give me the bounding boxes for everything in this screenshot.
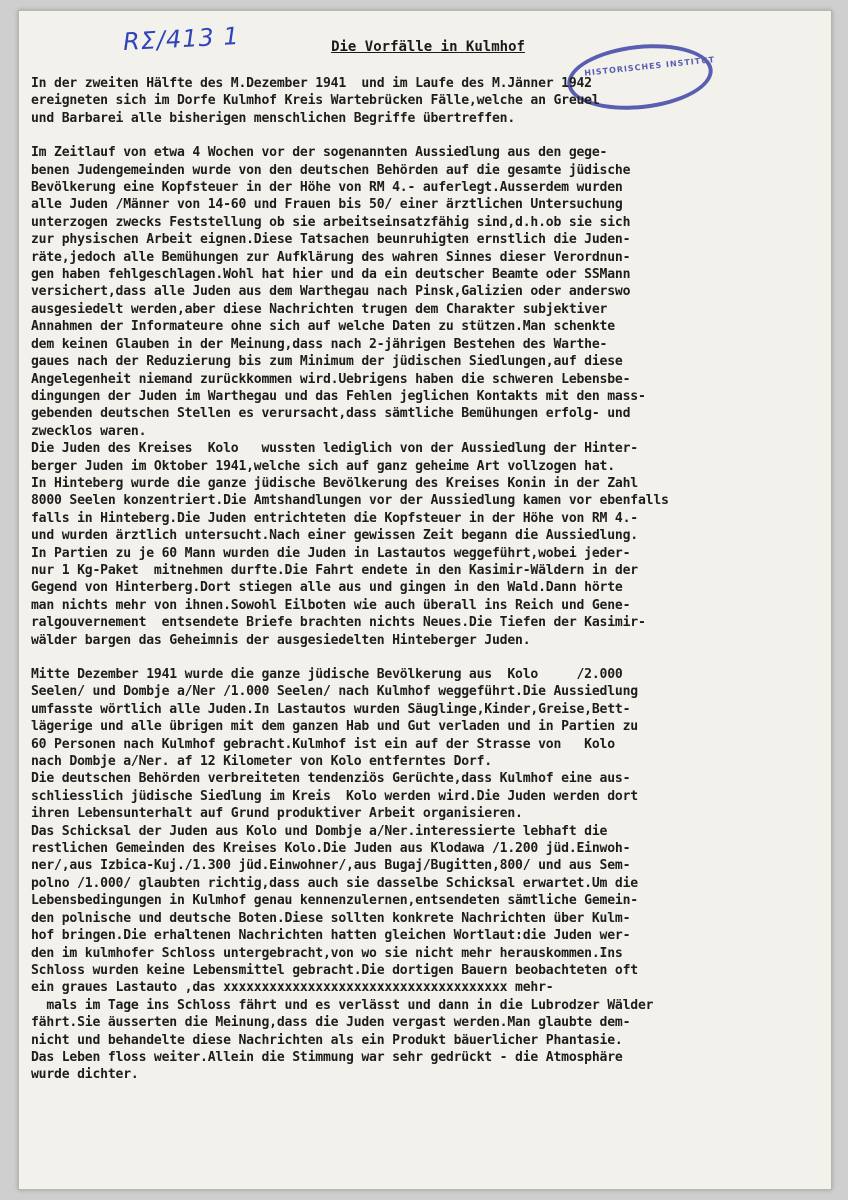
text-line: Seelen/ und Dombje a/Ner /1.000 Seelen/ nach Kulmhof weggeführt.Die Aussiedlung [31,684,638,700]
text-line: man nichts mehr von ihnen.Sowohl Eilboten wie auch überall ins Reich und Gene- [31,597,631,613]
text-line: den polnische und deutsche Boten.Diese sollten konkrete Nachrichten über Kulm- [31,910,631,926]
text-line: Schloss wurden keine Lebensmittel gebracht.Die dortigen Bauern beobachteten oft [31,962,638,978]
text-line: Bevölkerung eine Kopfsteuer in der Höhe von RM 4.- auferlegt.Ausserdem wurden [31,180,623,196]
text-line: Die deutschen Behörden verbreiteten tendenziös Gerüchte,dass Kulmhof eine aus- [31,771,631,787]
text-line: ihren Lebensunterhalt auf Grund produktiver Arbeit organisieren. [31,806,523,822]
text-line: wälder bargen das Geheimnis der ausgesiedelten Hinteberger Juden. [31,632,531,648]
text-line: alle Juden /Männer von 14-60 und Frauen bis 50/ einer ärztlichen Untersuchung [31,197,623,213]
text-line: ner/,aus Izbica-Kuj./1.300 jüd.Einwohner/,aus Bugaj/Bugitten,800/ und aus Sem- [31,858,631,874]
text-line: und Barbarei alle bisherigen menschlichen Begriffe übertreffen. [31,110,516,126]
paragraph [31,666,821,1084]
text-line: dingungen der Juden im Warthegau und das Fehlen jeglichen Kontakts mit den mass- [31,388,646,404]
text-line: hof bringen.Die erhaltenen Nachrichten hatten gleichen Wortlaut:die Juden wer- [31,928,631,944]
text-line: mals im Tage ins Schloss fährt und es verlässt und dann in die Lubrodzer Wälder [31,997,654,1013]
text-line: Gegend von Hinterberg.Dort stiegen alle aus und gingen in den Wald.Dann hörte [31,580,623,596]
document-title: Die Vorfälle in Kulmhof [331,39,525,55]
text-line: ereigneten sich im Dorfe Kulmhof Kreis Wartebrücken Fälle,welche an Greuel [31,93,600,109]
paragraph [31,144,821,440]
text-line: benen Judengemeinden wurde von den deutschen Behörden auf die gesamte jüdische [31,162,631,178]
paragraph [31,75,821,127]
text-line: zur physischen Arbeit eignen.Diese Tatsachen beunruhigten ernstlich die Juden- [31,232,631,248]
text-line: Mitte Dezember 1941 wurde die ganze jüdische Bevölkerung aus Kolo /2.000 [31,667,623,682]
text-line: Im Zeitlauf von etwa 4 Wochen vor der sogenannten Aussiedlung aus den gege- [31,145,608,161]
text-line: umfasste wörtlich alle Juden.In Lastautos wurden Säuglinge,Kinder,Greise,Bett- [31,701,631,717]
text-line: Das Schicksal der Juden aus Kolo und Dombje a/Ner.interessierte lebhaft die [31,823,608,839]
text-line: Lebensbedingungen in Kulmhof genau kennenzulernen,entsendeten sämtliche Gemein- [31,893,638,909]
text-line: nur 1 Kg-Paket mitnehmen durfte.Die Fahrt endete in den Kasimir-Wäldern in der [31,562,638,578]
text-line: ausgesiedelt werden,aber diese Nachrichten trugen dem Charakter subjektiver [31,301,608,317]
text-line: In Partien zu je 60 Mann wurden die Juden in Lastautos weggeführt,wobei jeder- [31,545,631,561]
text-line: wurde dichter. [31,1067,139,1083]
text-line: nach Dombje a/Ner. af 12 Kilometer von Kolo entferntes Dorf. [31,754,492,770]
text-line: dem keinen Glauben in der Meinung,dass nach 2-jährigen Bestehen des Warthe- [31,336,608,352]
text-line: räte,jedoch alle Bemühungen zur Aufklärung des wahren Sinnes dieser Verordnun- [31,249,631,265]
text-line: 8000 Seelen konzentriert.Die Amtshandlungen vor der Aussiedlung kamen vor ebenfalls [31,493,669,509]
text-line: berger Juden im Oktober 1941,welche sich auf ganz geheime Art vollzogen hat. [31,458,615,474]
text-line: schliesslich jüdische Siedlung im Kreis Kolo werden wird.Die Juden werden dort [31,788,638,804]
text-line: polno /1.000/ glaubten richtig,dass auch sie dasselbe Schicksal erwartet.Um die [31,875,638,891]
text-line: ralgouvernement entsendete Briefe brachten nichts Neues.Die Tiefen der Kasimir- [31,615,646,631]
text-line: Annahmen der Informateure ohne sich auf welche Daten zu stützen.Man schenkte [31,319,615,335]
text-line: fährt.Sie äusserten die Meinung,dass die Juden vergast werden.Man glaubte dem- [31,1015,631,1031]
text-line: zwecklos waren. [31,423,147,439]
text-line: nicht und behandelte diese Nachrichten als ein Produkt bäuerlicher Phantasie. [31,1032,623,1048]
text-line: In der zweiten Hälfte des M.Dezember 1941 und im Laufe des M.Jänner 1942 [31,76,592,91]
text-line: gaues nach der Reduzierung bis zum Minimum der jüdischen Siedlungen,auf diese [31,354,623,370]
text-line: falls in Hinteberg.Die Juden entrichteten die Kopfsteuer in der Höhe von RM 4.- [31,510,638,526]
stamp-text: HISTORISCHES INSTITUT [583,55,716,78]
paragraph [31,440,821,649]
text-line: 60 Personen nach Kulmhof gebracht.Kulmhof ist ein auf der Strasse von Kolo [31,736,615,752]
document-page [18,10,832,1190]
text-line: den im kulmhofer Schloss untergebracht,von wo sie nicht mehr herauskommen.Ins [31,945,623,961]
text-line: In Hinteberg wurde die ganze jüdische Bevölkerung des Kreises Konin in der Zahl [31,475,638,491]
text-line: und wurden ärztlich untersucht.Nach einer gewissen Zeit begann die Aussiedlung. [31,528,638,544]
text-line: gen haben fehlgeschlagen.Wohl hat hier und da ein deutscher Beamte oder SSMann [31,267,631,283]
text-line: Die Juden des Kreises Kolo wussten lediglich von der Aussiedlung der Hinter- [31,441,638,457]
text-line: gebenden deutschen Stellen es verursacht,dass sämtliche Bemühungen erfolg- und [31,406,631,422]
text-line: restlichen Gemeinden des Kreises Kolo.Die Juden aus Klodawa /1.200 jüd.Einwoh- [31,841,631,857]
text-line: unterzogen zwecks Feststellung ob sie arbeitseinsatzfähig sind,d.h.ob sie sich [31,214,631,230]
text-line: lägerige und alle übrigen mit dem ganzen Hab und Gut verladen und in Partien zu [31,719,638,735]
text-line: Angelegenheit niemand zurückkommen wird.Uebrigens haben die schweren Lebensbe- [31,371,631,387]
text-line: ein graues Lastauto ,das xxxxxxxxxxxxxxxxxxxxxxxxxxxxxxxxxxxxx mehr- [31,980,554,996]
text-line: versichert,dass alle Juden aus dem Warthegau nach Pinsk,Galizien oder anderswo [31,284,631,300]
text-line: Das Leben floss weiter.Allein die Stimmung war sehr gedrückt - die Atmosphäre [31,1049,623,1065]
handwritten-reference: RΣ/413 1 [122,21,241,57]
document-body [31,75,821,1101]
